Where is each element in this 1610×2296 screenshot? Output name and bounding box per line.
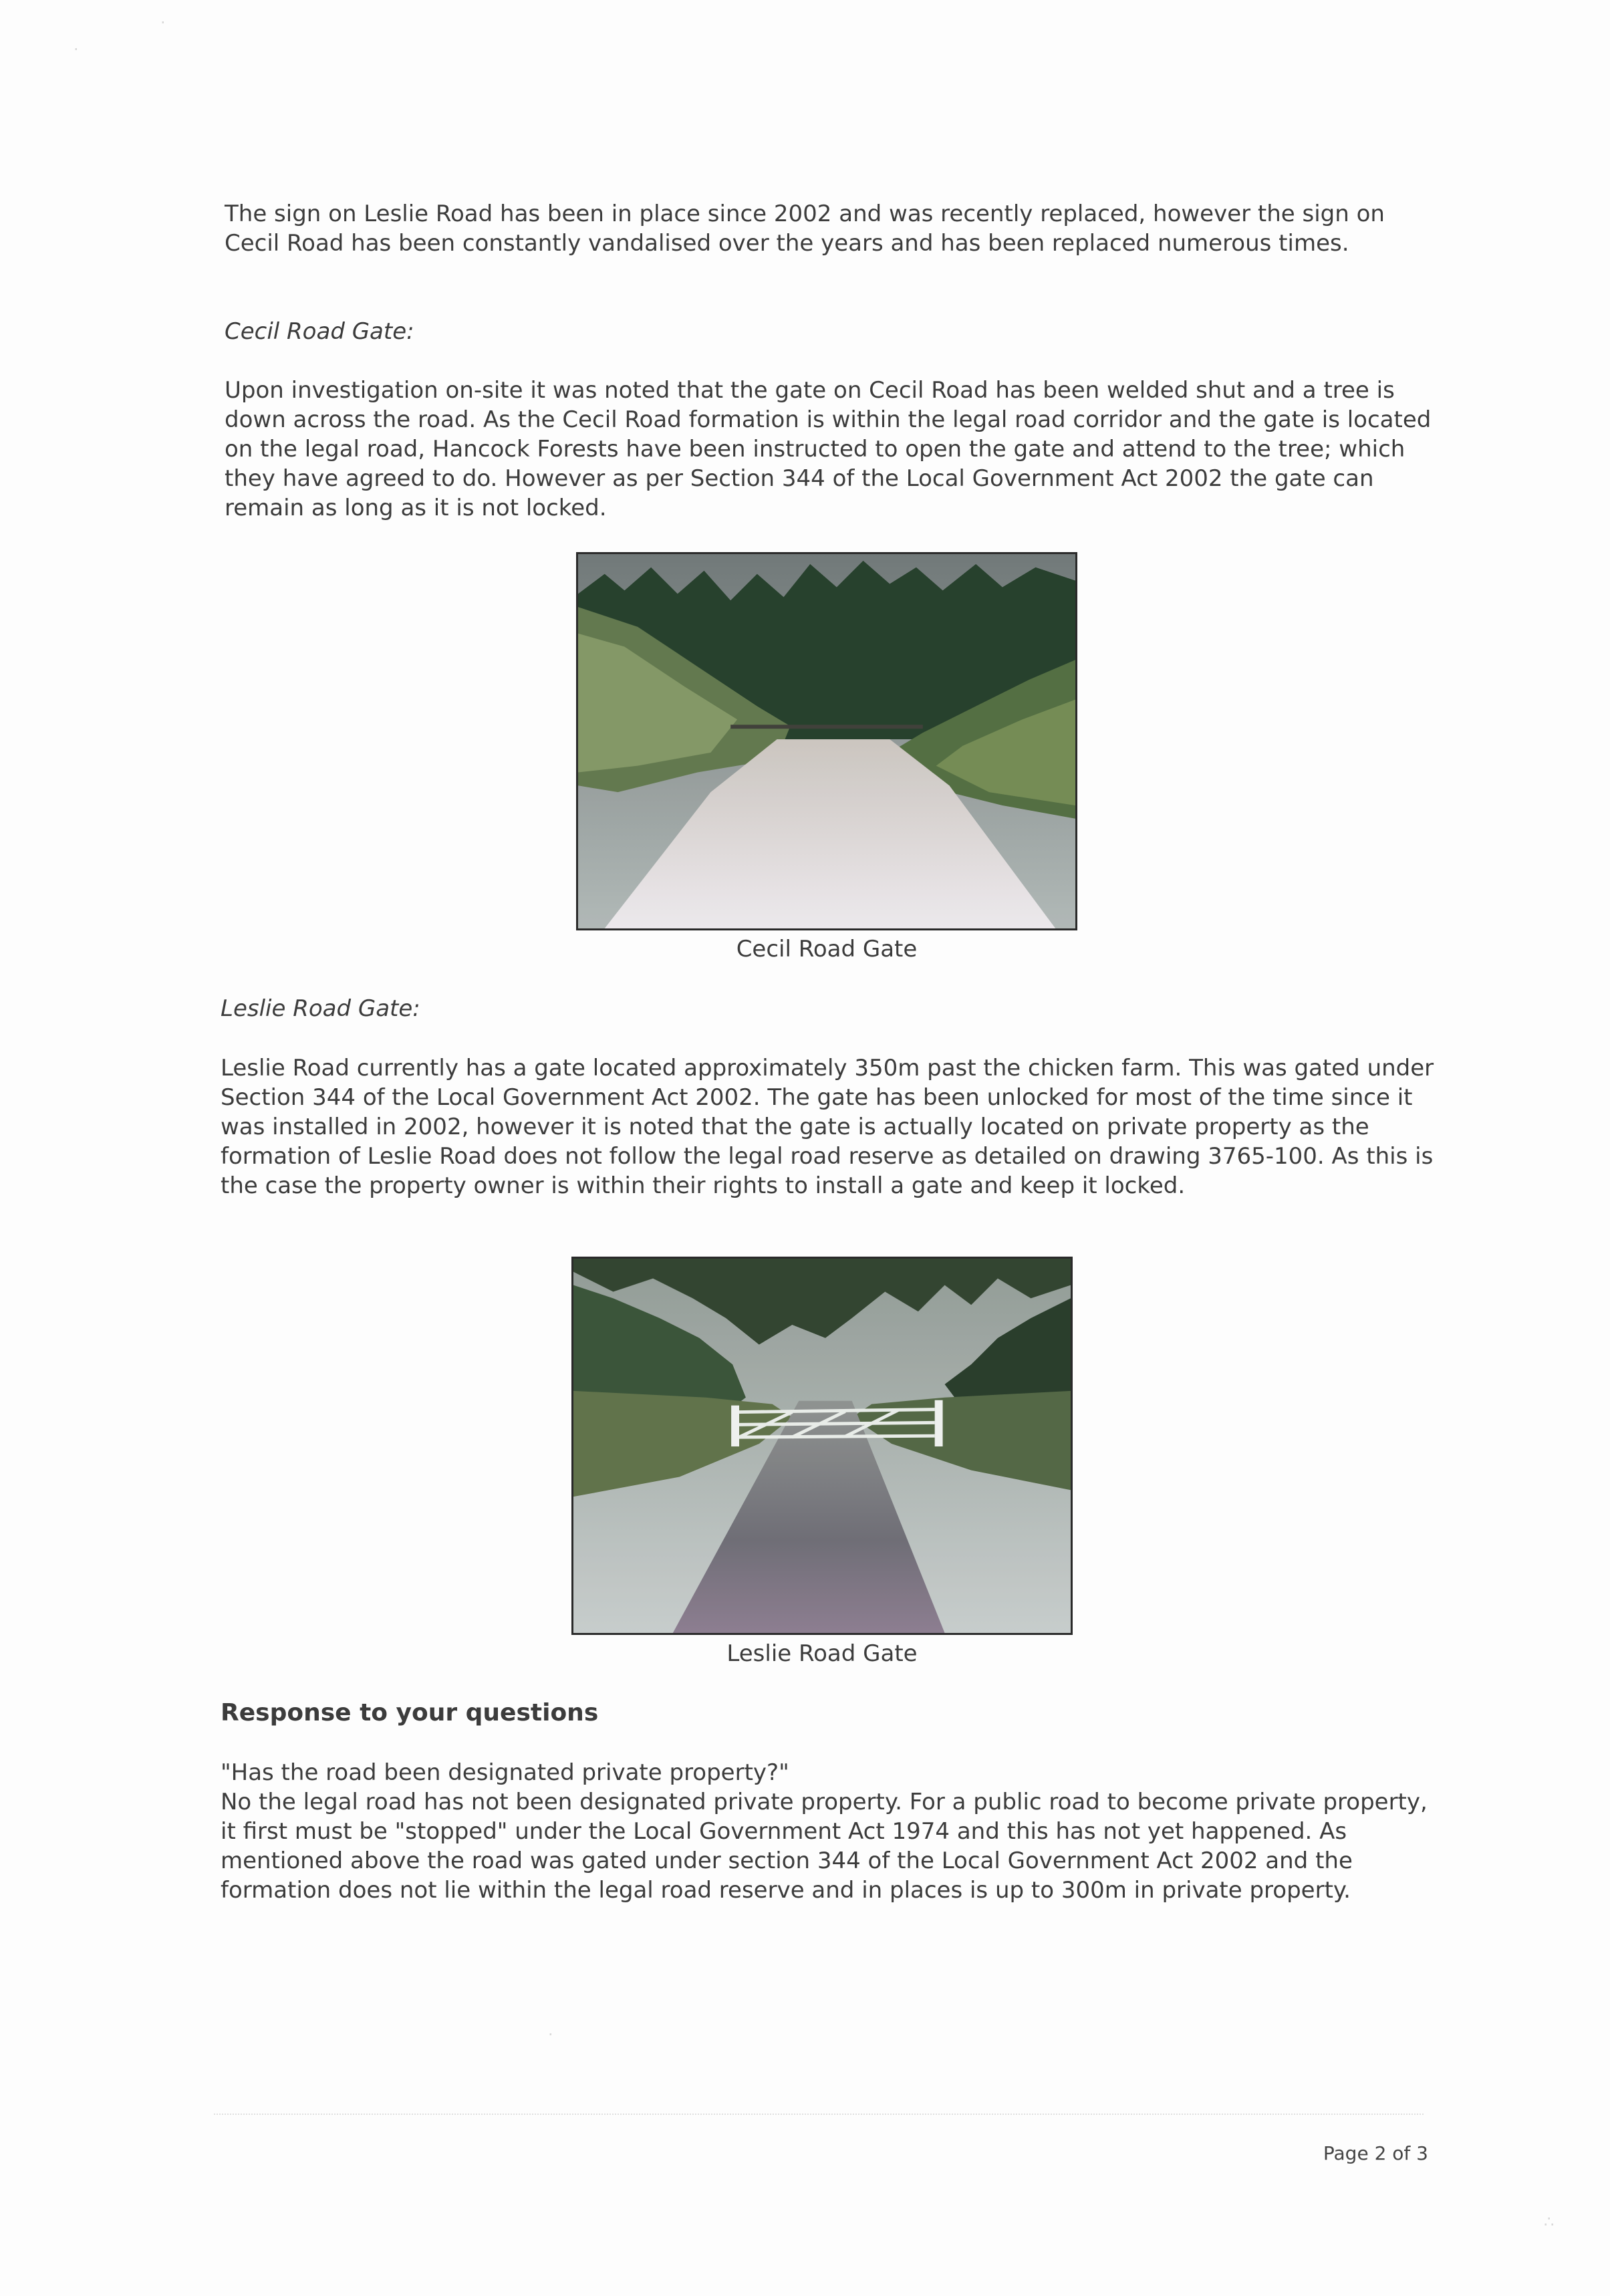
cecil-road-gate-paragraph: Upon investigation on-site it was noted that the gate on Cecil Road has been welded shut and a tree is down across the road. As the Cecil Road formation is within the legal road corridor and the gate is located on the legal road, Hancock Forests have been instructed to open the gate and attend to the tree; which they have agreed to do. However as per Section 344 of the Local Government Act 2002 the gate can remain as long as it is not locked. (225, 377, 1432, 521)
cecil-road-gate-photo (576, 552, 1077, 930)
question-text: "Has the road been designated private property?" (221, 1759, 789, 1786)
leslie-road-gate-paragraph: Leslie Road currently has a gate located approximately 350m past the chicken farm. This was gated under Section 344 of the Local Government Act 2002. The gate has been unlocked for most of the time since it was installed in 2002, however it is noted that the gate is actually located on private property as the formation of Leslie Road does not follow the legal road reserve as detailed on drawing 3765-100. As this is the case the property owner is within their rights to install a gate and keep it locked. (221, 1055, 1434, 1199)
scan-speck: · (74, 40, 79, 59)
leslie-road-gate-heading: Leslie Road Gate: (221, 995, 420, 1022)
response-heading: Response to your questions (221, 1699, 599, 1727)
cecil-road-gate-caption: Cecil Road Gate (736, 936, 918, 963)
sign-intro-paragraph: The sign on Leslie Road has been in place since 2002 and was recently replaced, however the sign on Cecil Road has been constantly vandalised over the years and has been replaced numerous times. (225, 201, 1385, 257)
scan-speck: ∴ (1544, 2212, 1555, 2231)
page-number: Page 2 of 3 (1323, 2142, 1428, 2164)
footer-divider (214, 2114, 1424, 2115)
scan-speck: · (160, 13, 166, 32)
leslie-road-gate-photo (571, 1257, 1073, 1635)
answer-paragraph: No the legal road has not been designated private property. For a public road to become private property, it first must be "stopped" under the Local Government Act 1974 and this has not yet happened. As mentioned above the road was gated under section 344 of the Local Government Act 2002 and the formation does not lie within the legal road reserve and in places is up to 300m in private property. (221, 1789, 1428, 1904)
leslie-road-gate-caption: Leslie Road Gate (726, 1640, 918, 1667)
cecil-road-gate-heading: Cecil Road Gate: (225, 318, 414, 345)
scan-speck: · (548, 2025, 553, 2044)
